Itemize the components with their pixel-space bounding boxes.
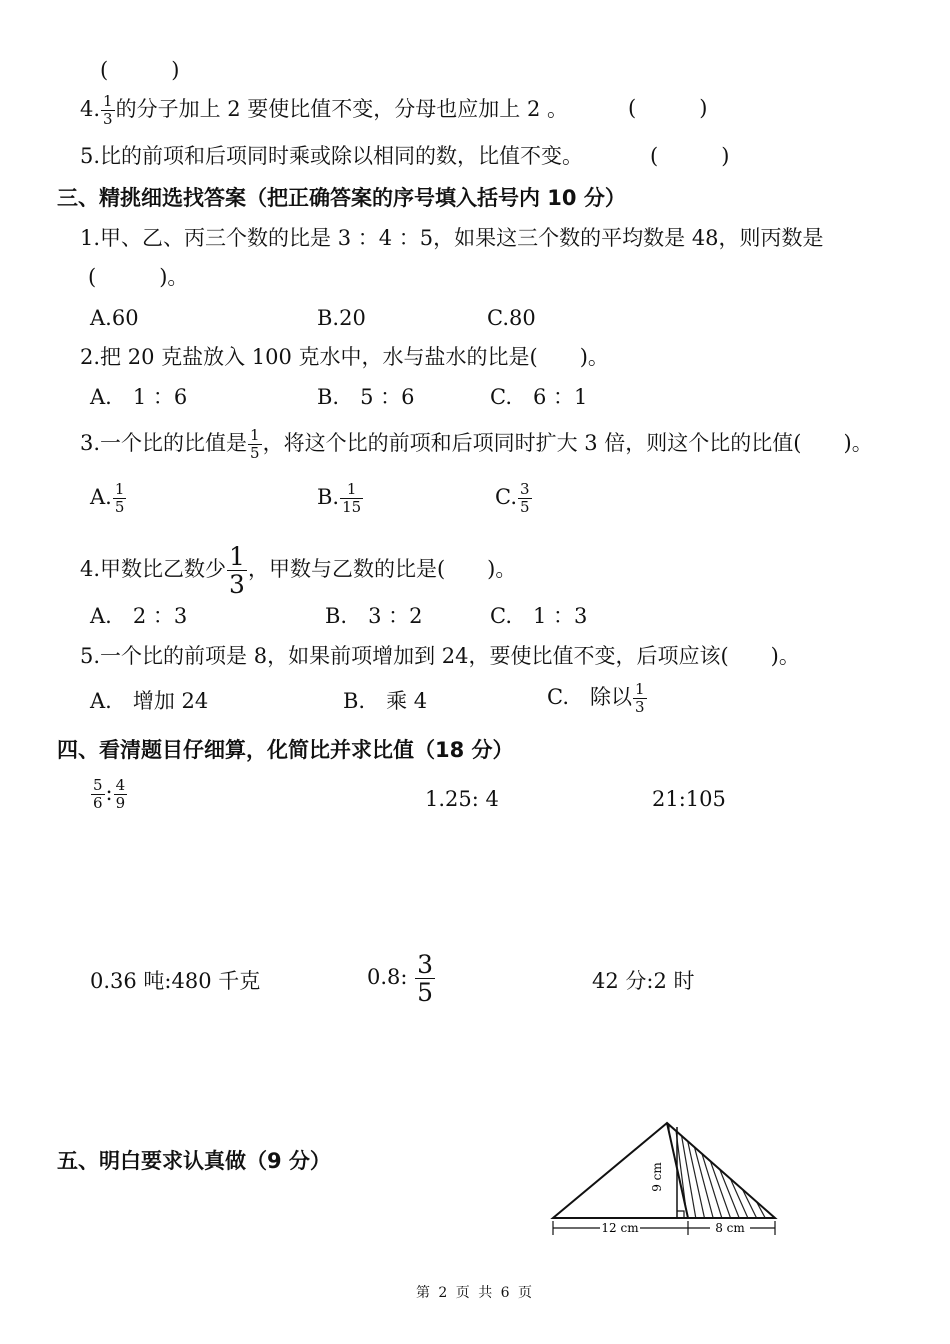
answer-paren[interactable]: ( )	[650, 144, 730, 168]
triangle-figure	[545, 1115, 785, 1245]
section-4-heading: 四、看清题目仔细算，化简比并求比值（18 分）	[57, 738, 514, 762]
fraction-numerator: 5	[93, 776, 103, 794]
fraction	[415, 952, 435, 1005]
section-3-heading: 三、精挑细选找答案（把正确答案的序号填入括号内 10 分）	[57, 186, 626, 210]
question-number: 4.	[80, 97, 101, 121]
fraction-denominator: 5	[114, 498, 125, 516]
option-label: B.	[317, 485, 340, 509]
fraction	[91, 778, 105, 811]
answer-paren[interactable]: ( )	[100, 58, 180, 82]
option-b[interactable]: B.20	[317, 306, 366, 330]
option-b[interactable]: B. 乘 4	[343, 689, 428, 713]
base-right-label: 8 cm	[715, 1221, 745, 1235]
ratio-problem-2: 1.25: 4	[425, 787, 499, 811]
option-a[interactable]: A. 增加 24	[90, 689, 209, 713]
fraction-numerator: 1	[250, 426, 260, 444]
fraction-denominator: 5	[520, 498, 530, 516]
fraction	[113, 482, 127, 515]
fraction-denominator: 15	[342, 498, 362, 516]
fraction-numerator: 4	[115, 776, 126, 794]
ratio-problem-4: 0.36 吨:480 千克	[90, 969, 261, 993]
question-text: 3.一个比的比值是	[80, 431, 248, 455]
fraction-numerator: 1	[114, 480, 125, 498]
base-left-label: 12 cm	[601, 1221, 639, 1235]
fraction	[518, 482, 532, 515]
question-text: 4.甲数比乙数少	[80, 557, 227, 581]
option-label: A.	[90, 485, 112, 509]
fraction-numerator: 3	[417, 950, 434, 979]
fraction	[248, 428, 262, 461]
fraction-numerator: 1	[229, 542, 245, 571]
option-c[interactable]	[495, 482, 533, 515]
fraction-denominator: 3	[635, 698, 645, 716]
choice-question-3	[80, 428, 873, 461]
page-footer: 第 2 页 共 6 页	[415, 1285, 535, 1301]
section-5-heading: 五、明白要求认真做（9 分）	[57, 1149, 331, 1173]
ratio-problem-3: 21:105	[652, 787, 726, 811]
fraction-denominator: 5	[250, 444, 260, 462]
option-a[interactable]: A. 2 ：3	[90, 604, 188, 628]
question-text: ，将这个比的前项和后项同时扩大 3 倍，则这个比的比值( )。	[262, 431, 873, 455]
ratio-separator: :	[105, 781, 113, 805]
fraction-denominator: 6	[93, 794, 103, 812]
fraction	[101, 94, 115, 127]
height-label: 9 cm	[650, 1162, 664, 1192]
fraction-numerator: 1	[103, 92, 113, 110]
ratio-prefix: 0.8:	[367, 965, 408, 989]
option-c[interactable]: C. 6 ：1	[490, 385, 588, 409]
fraction-denominator: 3	[103, 110, 113, 128]
choice-question-1: 1.甲、乙、丙三个数的比是 3 ：4 ：5，如果这三个数的平均数是 48，则丙数是	[80, 226, 824, 250]
option-a[interactable]: A.60	[90, 306, 139, 330]
fraction	[340, 482, 363, 515]
option-a[interactable]: A. 1 ：6	[90, 385, 188, 409]
choice-question-4	[80, 544, 516, 597]
ratio-problem-5	[367, 952, 436, 1005]
fraction	[633, 682, 647, 715]
answer-paren[interactable]: ( )	[628, 96, 708, 120]
question-text: ，甲数与乙数的比是( )。	[247, 557, 517, 581]
question-text: 的分子加上 2 要使比值不变，分母也应加上 2 。	[115, 97, 569, 121]
right-angle-mark	[677, 1211, 684, 1218]
choice-question-5: 5.一个比的前项是 8，如果前项增加到 24，要使比值不变，后项应该( )。	[80, 644, 800, 668]
fraction	[227, 544, 247, 597]
ratio-problem-6: 42 分:2 时	[592, 969, 695, 993]
option-a[interactable]	[90, 482, 127, 515]
option-b[interactable]: B. 3 ：2	[325, 604, 423, 628]
option-label: C.	[495, 485, 517, 509]
fraction-numerator: 1	[340, 482, 363, 499]
fraction	[114, 778, 128, 811]
option-b[interactable]: B. 5 ：6	[317, 385, 415, 409]
option-c[interactable]	[547, 682, 648, 715]
judge-question-4	[80, 94, 568, 127]
fraction-denominator: 9	[115, 794, 126, 812]
judge-question-5: 5.比的前项和后项同时乘或除以相同的数，比值不变。	[80, 144, 584, 168]
fraction-denominator: 3	[229, 570, 245, 599]
ratio-problem-1	[90, 778, 128, 811]
option-c[interactable]: C.80	[487, 306, 536, 330]
option-label: C. 除以	[547, 685, 632, 709]
fraction-numerator: 1	[635, 680, 645, 698]
choice-question-2: 2.把 20 克盐放入 100 克水中，水与盐水的比是( )。	[80, 345, 609, 369]
option-c[interactable]: C. 1 ：3	[490, 604, 588, 628]
fraction-denominator: 5	[417, 978, 434, 1007]
fraction-numerator: 3	[520, 480, 530, 498]
answer-paren[interactable]: ( )。	[88, 265, 189, 289]
option-b[interactable]	[317, 482, 364, 515]
